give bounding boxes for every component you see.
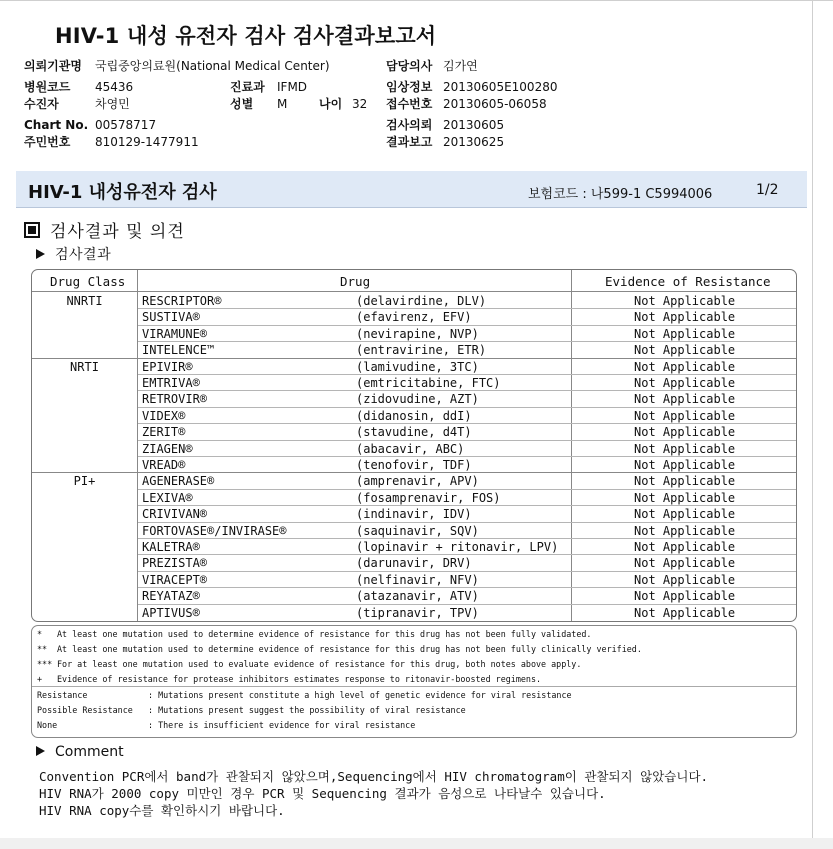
resistance-table	[31, 269, 797, 622]
drug-name: VIDEX®	[142, 408, 186, 423]
comment-heading: Comment	[36, 744, 124, 760]
table-row	[32, 326, 796, 342]
info-institution: 의뢰기관명 국립중앙의료원(National Medical Center)	[24, 59, 330, 73]
drug-generic-name: (atazanavir, ATV)	[356, 589, 479, 604]
drug-name: SUSTIVA®	[142, 310, 200, 325]
drug-name: EPIVIR®	[142, 359, 193, 374]
drug-generic-name: (darunavir, DRV)	[356, 556, 472, 571]
result-subheading: 검사결과	[36, 244, 111, 264]
table-row	[32, 457, 796, 473]
info-chart-no-value: 00578717	[95, 118, 157, 132]
drug-name: AGENERASE®	[142, 474, 215, 489]
drug-name: RESCRIPTOR®	[142, 294, 222, 308]
info-doctor: 담당의사 김가연	[386, 59, 478, 73]
drug-generic-name: (fosamprenavir, FOS)	[356, 490, 501, 505]
document-title: HIV-1 내성 유전자 검사 검사결과보고서	[55, 24, 437, 48]
drug-generic-name: (saquinavir, SQV)	[356, 523, 479, 538]
info-request-date: 검사의뢰 20130605	[386, 118, 505, 132]
info-department: 진료과 IFMD	[230, 80, 308, 94]
result-heading: 검사결과 및 의견	[24, 217, 185, 242]
footnote	[37, 659, 581, 669]
evidence-value: Not Applicable	[634, 343, 736, 358]
info-receipt-no: 접수번호 20130605-06058	[386, 97, 547, 111]
drug-name: VREAD®	[142, 458, 186, 472]
drug-generic-name: (abacavir, ABC)	[356, 441, 465, 456]
triangle-bullet-icon	[36, 249, 45, 259]
footnote-text: Evidence of resistance for protease inhibitors estimates response to ritonavir-boosted regimens.	[57, 674, 542, 684]
definition-term: Resistance	[37, 690, 88, 700]
drug-name: EMTRIVA®	[142, 376, 200, 390]
drug-class-label: NNRTI	[66, 294, 103, 308]
table-row	[32, 539, 796, 555]
info-patient-name-value: 차영민	[95, 97, 130, 111]
info-clinical: 임상정보 20130605E100280	[386, 80, 558, 94]
info-receipt-no-value: 20130605-06058	[443, 97, 547, 111]
table-row	[32, 408, 796, 424]
evidence-value: Not Applicable	[634, 441, 736, 456]
definition-text: : There is insufficient evidence for viral resistance	[148, 720, 416, 730]
evidence-value: Not Applicable	[634, 310, 736, 325]
evidence-value: Not Applicable	[634, 294, 736, 308]
evidence-value: Not Applicable	[634, 376, 736, 390]
table-row	[32, 342, 796, 358]
table-row	[32, 572, 796, 588]
evidence-value: Not Applicable	[634, 589, 736, 604]
table-row	[32, 309, 796, 325]
definition-term: None	[37, 720, 58, 730]
definition	[37, 705, 466, 715]
info-age: 나이 32	[319, 97, 368, 111]
drug-generic-name: (efavirenz, EFV)	[356, 310, 472, 325]
evidence-value: Not Applicable	[634, 392, 736, 407]
page-number: 1/2	[756, 182, 779, 198]
drug-name: ZERIT®	[142, 425, 186, 440]
drug-generic-name: (stavudine, d4T)	[356, 425, 472, 440]
col-header-drug: Drug	[340, 274, 371, 289]
col-header-drug-class: Drug Class	[50, 274, 126, 289]
evidence-value: Not Applicable	[634, 556, 736, 571]
drug-name: VIRACEPT®	[142, 572, 208, 587]
drug-class-label: NRTI	[70, 359, 99, 374]
table-row	[32, 424, 796, 440]
drug-generic-name: (lopinavir + ritonavir, LPV)	[356, 540, 559, 554]
info-sex: 성별 M	[230, 97, 288, 111]
drug-name: ZIAGEN®	[142, 441, 193, 456]
footnote-text: At least one mutation used to determine evidence of resistance for this drug has not been fully validated.	[57, 629, 592, 639]
evidence-value: Not Applicable	[634, 458, 736, 472]
evidence-value: Not Applicable	[634, 523, 736, 538]
table-row	[32, 490, 796, 506]
info-report-date-value: 20130625	[443, 135, 505, 149]
table-row	[32, 441, 796, 457]
footnote-marker: **	[37, 644, 48, 654]
drug-name: CRIVIVAN®	[142, 507, 208, 522]
drug-generic-name: (zidovudine, AZT)	[356, 392, 479, 407]
info-sex-value: M	[277, 97, 288, 111]
info-chart-no: Chart No. 00578717	[24, 118, 157, 132]
table-row	[32, 555, 796, 571]
comment-line: HIV RNA copy수를 확인하시기 바랍니다.	[39, 803, 285, 818]
footnote	[37, 644, 642, 654]
drug-generic-name: (delavirdine, DLV)	[356, 294, 487, 308]
info-institution-value: 국립중앙의료원(National Medical Center)	[95, 59, 330, 73]
info-report-date: 결과보고 20130625	[386, 135, 505, 149]
drug-generic-name: (tenofovir, TDF)	[356, 458, 472, 472]
footnote-text: For at least one mutation used to evaluate evidence of resistance for this drug, both notes above apply.	[57, 659, 582, 669]
page-border	[0, 0, 833, 1]
definition	[37, 720, 415, 730]
drug-generic-name: (emtricitabine, FTC)	[356, 376, 501, 390]
info-department-value: IFMD	[277, 80, 308, 94]
page-border	[812, 0, 813, 849]
footnote-marker: +	[37, 674, 43, 684]
info-resident-no: 주민번호 810129-1477911	[24, 135, 199, 149]
col-header-evidence: Evidence of Resistance	[605, 274, 771, 289]
drug-name: INTELENCE™	[142, 343, 215, 358]
footnote-marker: *	[37, 629, 43, 639]
info-age-value: 32	[352, 97, 368, 111]
comment-line: HIV RNA가 2000 copy 미만인 경우 PCR 및 Sequencing 결과가 음성으로 나타날수 있습니다.	[39, 786, 606, 801]
drug-name: APTIVUS®	[142, 605, 200, 620]
drug-generic-name: (nevirapine, NVP)	[356, 326, 479, 341]
drug-generic-name: (didanosin, ddI)	[356, 408, 472, 423]
evidence-value: Not Applicable	[634, 474, 736, 489]
drug-class-label: PI+	[73, 474, 96, 489]
header-divider	[32, 291, 796, 292]
drug-name: RETROVIR®	[142, 392, 208, 407]
evidence-value: Not Applicable	[634, 572, 736, 587]
drug-name: LEXIVA®	[142, 490, 193, 505]
evidence-value: Not Applicable	[634, 605, 736, 620]
table-row	[32, 506, 796, 522]
definition-text: : Mutations present constitute a high level of genetic evidence for viral resistance	[148, 690, 572, 700]
table-row	[32, 588, 796, 604]
table-row	[32, 359, 796, 375]
info-patient-name: 수진자 차영민	[24, 97, 130, 111]
insurance-code: 보험코드 : 나599-1 C5994006	[528, 187, 713, 202]
definition-term: Possible Resistance	[37, 705, 133, 715]
square-bullet-icon	[24, 222, 40, 238]
info-doctor-value: 김가연	[443, 59, 478, 73]
definition-text: : Mutations present suggest the possibility of viral resistance	[148, 705, 466, 715]
section-title: HIV-1 내성유전자 검사	[28, 182, 217, 203]
notes-box	[31, 625, 797, 738]
evidence-value: Not Applicable	[634, 326, 736, 341]
table-row	[32, 391, 796, 407]
info-clinical-value: 20130605E100280	[443, 80, 558, 94]
comment-line: Convention PCR에서 band가 관찰되지 않았으며,Sequencing에서 HIV chromatogram이 관찰되지 않았습니다.	[39, 769, 709, 784]
evidence-value: Not Applicable	[634, 408, 736, 423]
drug-generic-name: (entravirine, ETR)	[356, 343, 487, 358]
table-row	[32, 523, 796, 539]
drug-name: REYATAZ®	[142, 589, 200, 604]
group-divider	[32, 358, 796, 359]
group-divider	[32, 472, 796, 473]
evidence-value: Not Applicable	[634, 540, 736, 554]
table-row	[32, 375, 796, 391]
drug-generic-name: (amprenavir, APV)	[356, 474, 479, 489]
evidence-value: Not Applicable	[634, 425, 736, 440]
footnote-text: At least one mutation used to determine evidence of resistance for this drug has not been fully clinically verified.	[57, 644, 642, 654]
drug-generic-name: (indinavir, IDV)	[356, 507, 472, 522]
drug-generic-name: (nelfinavir, NFV)	[356, 572, 479, 587]
footnote	[37, 629, 591, 639]
definition	[37, 690, 572, 700]
table-row	[32, 293, 796, 309]
drug-name: KALETRA®	[142, 540, 200, 554]
footnote	[37, 674, 541, 684]
notes-divider	[32, 686, 796, 687]
evidence-value: Not Applicable	[634, 507, 736, 522]
page-footer	[0, 838, 833, 849]
table-row	[32, 473, 796, 489]
drug-name: PREZISTA®	[142, 556, 208, 571]
info-hospital-code: 병원코드 45436	[24, 80, 134, 94]
section-header	[16, 171, 807, 208]
evidence-value: Not Applicable	[634, 359, 736, 374]
evidence-value: Not Applicable	[634, 490, 736, 505]
info-hospital-code-value: 45436	[95, 80, 134, 94]
drug-generic-name: (tipranavir, TPV)	[356, 605, 479, 620]
table-row	[32, 605, 796, 621]
drug-name: FORTOVASE®/INVIRASE®	[142, 523, 287, 538]
info-resident-no-value: 810129-1477911	[95, 135, 199, 149]
drug-generic-name: (lamivudine, 3TC)	[356, 359, 479, 374]
footnote-marker: ***	[37, 659, 53, 669]
drug-name: VIRAMUNE®	[142, 326, 208, 341]
triangle-bullet-icon	[36, 746, 45, 756]
info-request-date-value: 20130605	[443, 118, 505, 132]
